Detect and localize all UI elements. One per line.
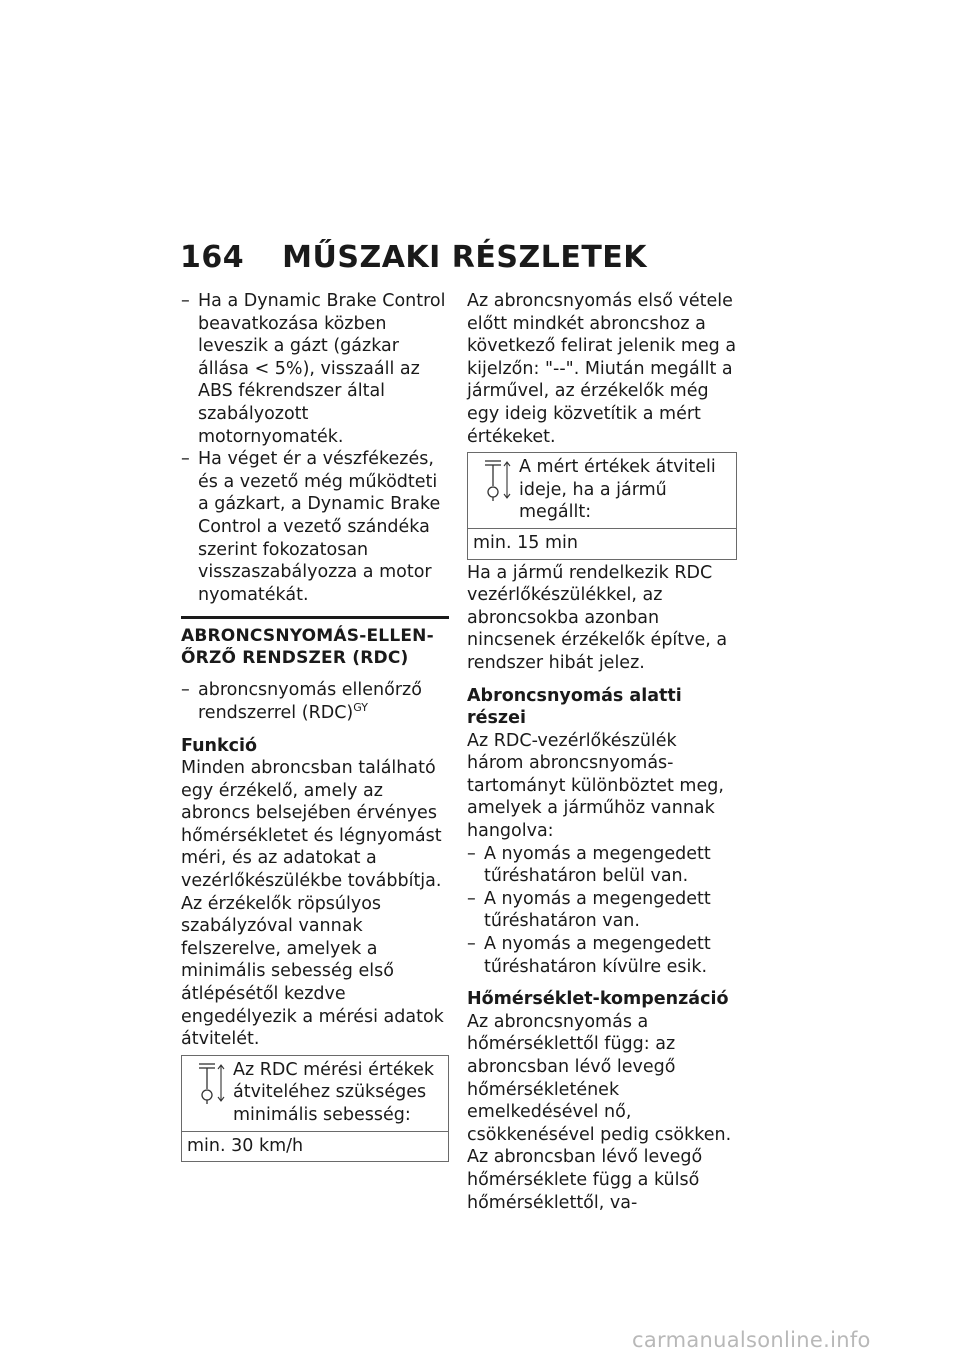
list-item xyxy=(181,679,449,724)
spec-box-label-cell xyxy=(468,453,736,528)
paragraph xyxy=(467,290,737,448)
tire-pressure-gauge-icon xyxy=(473,456,513,504)
spec-box xyxy=(181,1055,449,1162)
section-title-line-2: ŐRZŐ RENDSZER (RDC) xyxy=(181,648,409,669)
subheading-funkcio: Funkció xyxy=(181,735,258,756)
spec-label: A mért értékek átviteli ideje, ha a jármű megállt: xyxy=(519,457,716,523)
page-number: 164 xyxy=(180,240,245,275)
paragraph-text: Az abroncsnyomás első vétele előtt mindkét abroncshoz a következő felirat jelenik meg a kijelzőn: xyxy=(467,291,737,379)
paragraph: Minden abroncsban található egy érzékelő, amely az abroncs belsejében érvényes hőmérsékletet és légnyomást méri, és az adatokat a vezérlőkészülékbe továbbítja. xyxy=(181,758,442,892)
display-code: "--" xyxy=(544,358,574,379)
paragraph: Az RDC-vezérlőkészülék három abroncsnyomás-tartományt különböztet meg, amelyek a járműhöz vannak hangolva: xyxy=(467,730,724,842)
spec-value: min. 15 min xyxy=(473,532,578,553)
spec-box-label-cell xyxy=(182,1056,448,1131)
paragraph: Az abroncsnyomás a hőmérséklettől függ: az abroncsban lévő levegő hőmérsékletének emelkedésével nő, csökkenésével pedig csökken. Az abroncsban lévő levegő hőmérséklete függ a külső hőmérséklettől, va- xyxy=(467,1011,732,1213)
tire-pressure-gauge-icon xyxy=(187,1059,227,1107)
section-title-line-1: ABRONCSNYOMÁS-ELLEN- xyxy=(181,626,434,647)
left-column xyxy=(181,290,449,1164)
paragraph-text: . Miután megállt a járművel, az érzékelők még egy ideig közvetítik a mért értékeket. xyxy=(467,358,733,447)
spec-value: min. 30 km/h xyxy=(187,1135,304,1156)
list-item: – A nyomás a megengedett tűréshatáron belül van. xyxy=(467,843,737,888)
list-item: – Ha a Dynamic Brake Control beavatkozása közben leveszik a gázt (gázkar állása < 5%), visszaáll az ABS fékrendszer által szabályozott motornyomaték. xyxy=(181,290,449,448)
list-item: – A nyomás a megengedett tűréshatáron kívülre esik. xyxy=(467,933,737,978)
list-item: – A nyomás a megengedett tűréshatáron van. xyxy=(467,888,737,933)
spec-value-cell xyxy=(182,1131,448,1162)
country-code-superscript: GY xyxy=(353,701,368,715)
subheading-parts: Abroncsnyomás alatti részei xyxy=(467,685,682,729)
watermark: carmanualsonline.info xyxy=(632,1328,871,1352)
chapter-title: MŰSZAKI RÉSZLETEK xyxy=(282,240,648,275)
spec-value-cell xyxy=(468,528,736,559)
section-heading xyxy=(181,616,449,669)
page-header xyxy=(180,240,647,275)
spec-label: Az RDC mérési értékek átviteléhez szükséges minimális sebesség: xyxy=(233,1059,435,1125)
spec-box xyxy=(467,452,737,559)
paragraph: Az érzékelők röpsúlyos szabályzóval vannak felszerelve, amelyek a minimális sebesség első átlépésétől kezdve engedélyezik a mérési adatok átvitelét. xyxy=(181,893,444,1050)
paragraph: Ha a jármű rendelkezik RDC vezérlőkészülékkel, az abroncsokba azonban nincsenek érzékelők építve, a rendszer hibát jelez. xyxy=(467,562,728,673)
list-item: – Ha véget ér a vészfékezés, és a vezető még működteti a gázkart, a Dynamic Brake Control a vezető szándéka szerint fokozatosan visszaszabályozza a motor nyomatékát. xyxy=(181,448,449,606)
right-column xyxy=(467,290,737,1214)
subheading-temperature: Hőmérséklet-kompenzáció xyxy=(467,989,729,1010)
rdc-equipment-text: abroncsnyomás ellenőrző rendszerrel (RDC) xyxy=(198,680,422,723)
